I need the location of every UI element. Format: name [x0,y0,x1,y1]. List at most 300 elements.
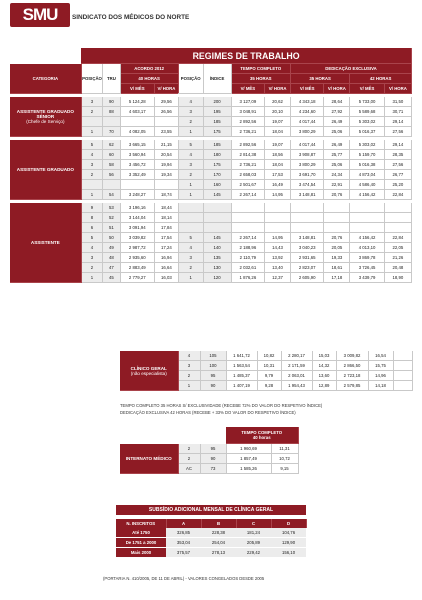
category-label [10,140,81,200]
table-cell: 29,56 [155,97,179,107]
table-cell: 3 474,54 [290,180,323,190]
table-cell: 18,74 [155,190,179,200]
table-cell: 4 [178,351,200,361]
table-cell [120,180,155,190]
table-cell [324,203,350,213]
table-cell: 19,07 [265,140,291,150]
subsidio-header: B [201,519,236,528]
col-acordo: ACORDO 2012 [120,64,178,74]
table-cell: 11,31 [271,444,298,454]
table-cell: 3 352,49 [120,170,155,180]
table-cell [393,351,412,361]
table-cell: 27,56 [384,127,411,137]
table-cell: 18,04 [265,160,291,170]
subsidio-header: D [271,519,306,528]
internato-table [120,427,299,474]
table-cell: 2 280,17 [281,351,312,361]
table-cell [178,203,203,213]
table-cell: 229,42 [236,548,271,558]
table-cell: 5 [81,233,103,243]
table-cell: 3 [81,253,103,263]
table-cell: 4 156,42 [350,233,385,243]
table-cell [384,223,411,233]
table-cell: 16,54 [368,351,393,361]
table-cell: 2 [178,444,200,454]
table-cell: 4 873,04 [350,170,385,180]
table-cell: 18,56 [265,150,291,160]
table-cell: 4 [178,243,203,253]
table-cell: 2 063,01 [281,371,312,381]
subsidio-row-label: Até 1750 [116,528,166,538]
table-cell: 254,04 [201,538,236,548]
table-cell: 2 579,85 [336,381,368,391]
table-cell: 3 248,27 [120,190,155,200]
table-cell: 175 [203,127,231,137]
internato-header: TEMPO COMPLETO [241,430,283,435]
table-cell: 1 [81,127,103,137]
table-cell [120,117,155,127]
table-cell: 19,33 [324,253,350,263]
table-cell: 4 343,18 [290,97,323,107]
table-cell: 58 [103,160,120,170]
table-row [10,140,412,150]
table-cell: 2 987,72 [120,243,155,253]
table-cell: 3 560,94 [120,150,155,160]
table-cell: 2 779,27 [120,273,155,283]
table-cell: 26,77 [384,170,411,180]
table-cell: 160 [203,180,231,190]
table-cell: 129,90 [271,538,306,548]
table-cell: 51 [103,223,120,233]
table-cell: 18,44 [155,203,179,213]
internato-header-sub: 40 horas [252,435,271,440]
table-cell [350,223,385,233]
table-cell: 90 [200,454,226,464]
table-cell [350,213,385,223]
table-cell: 5 016,37 [350,127,385,137]
table-cell: 4 234,60 [290,107,323,117]
table-cell: 20,10 [265,107,291,117]
table-cell [384,213,411,223]
table-cell: 90 [200,381,226,391]
table-cell [203,213,231,223]
table-cell: 31,50 [384,97,411,107]
subsidio-row-label: Mais 2000 [116,548,166,558]
section-assistente [10,203,412,283]
table-cell: 135 [203,253,231,263]
table-cell: 1 857,49 [226,454,271,464]
table-cell: 5 589,68 [350,107,385,117]
table-cell: 3 [81,97,103,107]
table-cell: 2 736,21 [231,160,264,170]
table-cell: 2 935,60 [120,253,155,263]
table-cell: 19,94 [155,160,179,170]
table-cell: 3 800,29 [290,127,323,137]
table-cell: 278,13 [201,548,236,558]
table-cell: 9,28 [257,381,281,391]
category-sub: (Chefe de Serviço) [26,119,65,124]
table-cell: 22,84 [384,190,411,200]
table-cell: 3 665,15 [120,140,155,150]
table-cell [178,223,203,233]
table-cell: 1 641,72 [226,351,257,361]
table-cell: 2 823,07 [290,263,323,273]
table-cell: 23,55 [155,127,179,137]
table-cell: 326,85 [166,528,201,538]
table-cell: 1 960,69 [226,444,271,454]
table-cell: 10,31 [257,361,281,371]
table-cell: 375,57 [166,548,201,558]
table-cell: 4 603,17 [120,107,155,117]
table-cell: 3 800,29 [290,160,323,170]
table-cell: 3 [178,160,203,170]
table-cell: 104,76 [271,528,306,538]
col-vmes: V/ MÊS [290,84,323,94]
table-cell: 2 814,38 [231,150,264,160]
col-42h: 42 HORAS [350,74,412,84]
table-cell: 1 [178,127,203,137]
table-cell [290,223,323,233]
table-cell: 175 [203,160,231,170]
table-cell: 13,92 [265,253,291,263]
subsidio-row-label: De 1751 a 2000 [116,538,166,548]
table-cell: 5 733,00 [350,97,385,107]
table-cell: 49 [103,243,120,253]
category-name: ASSISTENTE GRADUADO [16,167,74,172]
table-cell: 27,56 [384,160,411,170]
table-cell: 21,26 [384,253,411,263]
table-cell: 90 [103,97,120,107]
table-cell: 4 [178,97,203,107]
table-cell: 17,53 [265,170,291,180]
table-cell: 1 [178,190,203,200]
col-posicao: POSIÇÃO [81,64,103,94]
table-cell: 3 456,72 [120,160,155,170]
table-cell: 27,92 [324,107,350,117]
table-cell: 2 [81,263,103,273]
table-cell: 14,18 [368,381,393,391]
table-cell: 19,07 [265,117,291,127]
table-cell: 14,43 [265,243,291,253]
col-indice: ÍNDICE [203,64,231,94]
table-cell: 3 691,70 [290,170,323,180]
table-cell: 45 [103,273,120,283]
table-cell [393,361,412,371]
table-cell: 62 [103,140,120,150]
table-row [116,538,306,548]
regimes-table [10,48,412,283]
table-row [120,351,412,361]
table-cell: 2 658,03 [231,170,264,180]
table-cell: 3 048,91 [231,107,264,117]
table-cell: 3 439,79 [350,273,385,283]
table-cell: 95 [200,444,226,454]
table-cell: 2 [178,454,200,464]
table-cell: 95 [200,371,226,381]
table-cell: 2 866,50 [336,361,368,371]
table-cell: 60 [103,150,120,160]
table-cell: 2 [178,117,203,127]
table-cell: 105 [200,351,226,361]
category-name: ASSISTENTE [30,240,60,245]
table-cell: 4 [178,150,203,160]
table-cell [155,180,179,190]
table-cell: 3 [81,160,103,170]
table-cell: 4 013,10 [350,243,385,253]
table-cell: 2 501,67 [231,180,264,190]
table-cell [265,223,291,233]
table-cell [290,213,323,223]
table-cell: 19,34 [155,170,179,180]
col-vhora: V/ HORA [155,84,179,94]
table-cell: 25,20 [384,180,411,190]
table-row [10,97,412,107]
table-cell: 20,48 [384,263,411,273]
table-cell: 88 [103,107,120,117]
note-tempo-completo: TEMPO COMPLETO 35 HORAS S/ EXCLUSIVIDADE (RECEBE 72% DO VALOR DO RESPETIVO ÍNDICE) [120,403,323,408]
table-cell: 20,05 [324,243,350,253]
table-cell: 16,49 [265,180,291,190]
table-cell [103,180,120,190]
col-categoria: CATEGORIA [10,64,81,94]
table-cell: 3 869,78 [350,253,385,263]
subsidio-note: (PORTARIA N. 410/2005, DE 11 DE ABRIL) - VALORES CONGELADOS DESDE 2005 [103,576,265,581]
clinico-label [120,351,178,391]
table-cell: 156,10 [271,548,306,558]
table-cell [265,213,291,223]
table-cell: 1 [81,273,103,283]
table-cell: 24,34 [324,170,350,180]
table-cell: 2 605,90 [290,273,323,283]
table-cell [81,180,103,190]
table-cell: 228,38 [201,528,236,538]
note-dedicacao: DEDICAÇÃO EXCLUSIVA 42 HORAS (RECEBE + 33% DO VALOR DO RESPETIVO ÍNDICE) [120,410,296,415]
table-cell: 26,49 [324,117,350,127]
org-name: SINDICATO DOS MÉDICOS DO NORTE [72,14,190,21]
table-cell: 9,15 [271,464,298,474]
table-cell: 48 [103,253,120,263]
table-row [116,548,306,558]
table-cell: 2 883,49 [120,263,155,273]
table-cell: 3 [178,253,203,263]
table-cell: 6 [81,223,103,233]
table-cell: 16,03 [155,273,179,283]
table-cell: 10,72 [271,454,298,464]
subsidio-header: C [236,519,271,528]
col-35h-de: 35 HORAS [290,74,349,84]
col-vhora: V/ HORA [324,84,350,94]
table-cell: 21,15 [155,140,179,150]
table-cell: 12,89 [312,381,336,391]
table-cell: 18,04 [265,127,291,137]
table-cell: 1 [178,381,200,391]
table-cell: 22,91 [324,180,350,190]
table-cell: 4 [81,243,103,253]
table-cell: 52 [103,213,120,223]
table-cell: 2 892,56 [231,117,264,127]
table-cell: 56 [103,170,120,180]
table-cell: 3 040,23 [290,243,323,253]
table-cell: 181,24 [236,528,271,538]
section-graduado [10,140,412,200]
table-cell: 17,24 [155,243,179,253]
table-cell: 18,61 [324,263,350,273]
table-cell: 3 148,81 [290,233,323,243]
table-cell: 47 [103,263,120,273]
table-cell: 1 876,26 [231,273,264,283]
table-cell: 5 [178,233,203,243]
table-cell: 3 148,81 [290,190,323,200]
table-cell: 1 485,37 [226,371,257,381]
table-cell: 10,82 [257,351,281,361]
table-cell: 2 [81,170,103,180]
col-40h: 40 HORAS [120,74,178,84]
table-cell [324,223,350,233]
table-cell: 28,35 [384,150,411,160]
table-cell: 145 [203,233,231,243]
table-cell: 4 156,42 [350,190,385,200]
category-label [10,97,81,137]
table-cell [393,381,412,391]
table-cell: 50 [103,233,120,243]
table-cell: 2 188,96 [231,243,264,253]
table-cell: 2 267,14 [231,190,264,200]
table-cell: 16,94 [155,253,179,263]
table-cell: 15,03 [312,351,336,361]
col-vhora: V/ HORA [384,84,411,94]
table-cell: 17,54 [155,233,179,243]
table-cell: 140 [203,243,231,253]
category-label [10,203,81,283]
table-cell: 1 407,19 [226,381,257,391]
table-cell: 14,95 [265,233,291,243]
category-name: ASSISTENTE GRADUADO SÉNIOR [16,109,74,119]
table-cell: 205,89 [236,538,271,548]
table-cell: 5 159,70 [350,150,385,160]
table-row [10,203,412,213]
table-cell [178,213,203,223]
table-cell: 20,76 [324,233,350,243]
table-cell: 2 736,21 [231,127,264,137]
table-cell: 2 931,65 [290,253,323,263]
section-senior [10,97,412,137]
table-cell: 185 [203,117,231,127]
internato-label: INTERNATO MÉDICO [120,444,178,474]
table-cell: 4 082,05 [120,127,155,137]
table-cell: 18,90 [384,273,411,283]
table-cell: 12,37 [265,273,291,283]
table-cell: AC [178,464,200,474]
table-cell [231,213,264,223]
subsidio-title: SUBSÍDIO ADICIONAL MENSAL DE CLÍNICA GERAL [116,505,306,515]
table-cell: 195 [203,107,231,117]
table-cell: 25,77 [324,150,350,160]
table-cell: 22,05 [384,243,411,253]
table-cell: 2 [178,170,203,180]
table-cell: 5 303,02 [350,140,385,150]
table-cell: 3 039,82 [120,233,155,243]
table-cell: 22,84 [384,233,411,243]
subsidio-header: N. INSCRITOS [116,519,166,528]
table-cell: 70 [103,127,120,137]
table-cell: 25,06 [324,127,350,137]
subsidio-header: A [166,519,201,528]
table-cell: 130 [203,263,231,273]
col-dedicacao: DEDICAÇÃO EXCLUSIVA [290,64,411,74]
table-cell: 4 [81,150,103,160]
table-cell: 2 032,61 [231,263,264,273]
table-cell: 170 [203,170,231,180]
table-cell [350,203,385,213]
table-cell [231,223,264,233]
table-cell: 200 [203,97,231,107]
table-cell [384,203,411,213]
table-cell: 4 017,44 [290,140,323,150]
table-cell: 1 954,43 [281,381,312,391]
col-vmes: V/ MÊS [350,84,385,94]
table-cell: 185 [203,140,231,150]
table-cell: 2 110,79 [231,253,264,263]
table-cell: 14,95 [265,190,291,200]
table-cell: 9,79 [257,371,281,381]
table-cell: 5 [178,140,203,150]
table-cell: 3 [178,361,200,371]
table-cell: 25,06 [324,160,350,170]
table-cell: 26,56 [155,107,179,117]
table-cell [393,371,412,381]
table-cell: 2 723,18 [336,371,368,381]
table-cell: 3 726,45 [350,263,385,273]
table-cell: 2 892,56 [231,140,264,150]
table-cell [103,117,120,127]
table-cell: 4 586,40 [350,180,385,190]
table-cell: 30,71 [384,107,411,117]
col-35h: 35 HORAS [231,74,290,84]
table-cell: 3 [178,107,203,117]
table-cell: 9 [81,203,103,213]
table-row [116,528,306,538]
table-cell [203,223,231,233]
table-cell: 13,60 [312,371,336,381]
logo: SMU [10,3,70,27]
table-cell: 5 303,02 [350,117,385,127]
table-cell: 13,40 [265,263,291,273]
table-cell: 17,84 [155,223,179,233]
table-cell: 18,14 [155,213,179,223]
table-cell: 3 127,09 [231,97,264,107]
table-cell: 145 [203,190,231,200]
table-cell: 29,14 [384,117,411,127]
col-vhora: V/ HORA [265,84,291,94]
table-cell [290,203,323,213]
table-cell: 1 [178,273,203,283]
table-cell: 5 124,28 [120,97,155,107]
table-cell: 14,32 [312,361,336,371]
col-posicao2: POSIÇÃO [178,64,203,94]
table-cell: 4 017,44 [290,117,323,127]
table-cell [265,203,291,213]
table-cell: 1 563,54 [226,361,257,371]
subsidio-table [116,505,307,558]
table-cell: 3 144,04 [120,213,155,223]
table-cell: 3 009,82 [336,351,368,361]
table-cell: 20,62 [265,97,291,107]
table-cell: 5 [81,140,103,150]
table-cell: 73 [200,464,226,474]
table-cell: 120 [203,273,231,283]
table-title: REGIMES DE TRABALHO [81,48,411,64]
table-cell [231,203,264,213]
